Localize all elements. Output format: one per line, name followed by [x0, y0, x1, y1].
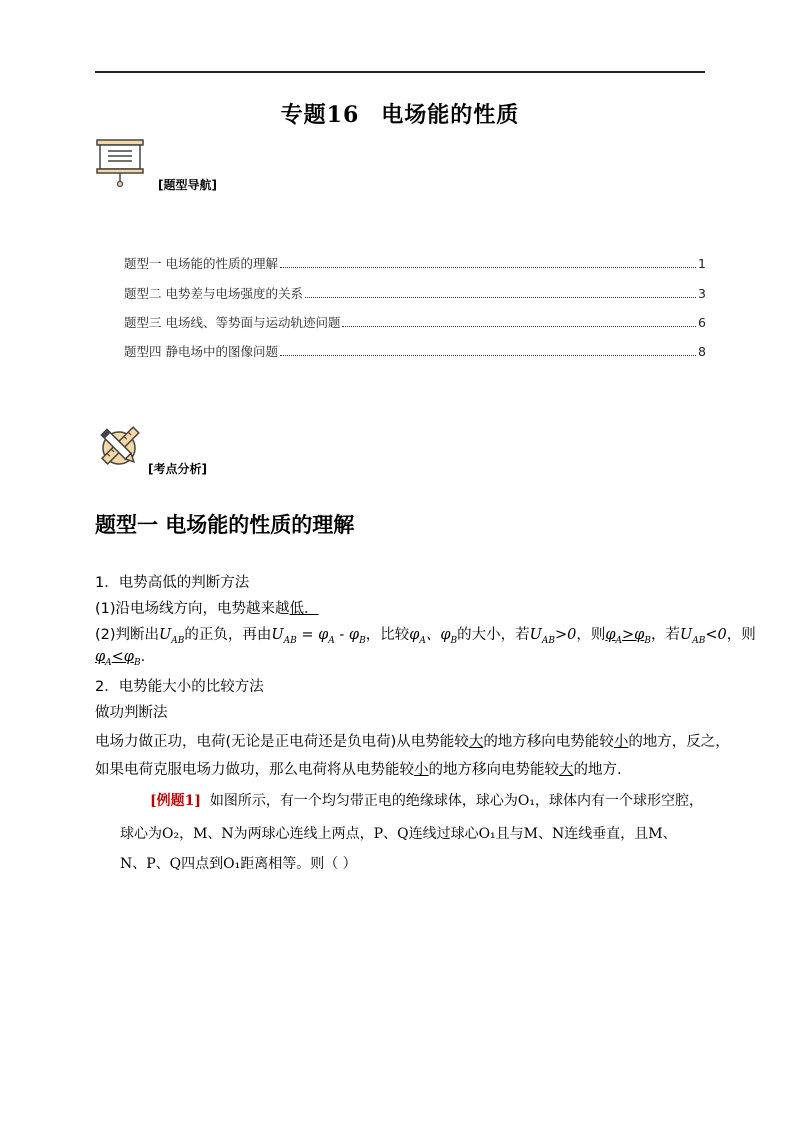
pencil-ruler-crossed-icon	[95, 424, 143, 470]
toc-title: 题型三 电场线、等势面与运动轨迹问题	[124, 315, 341, 330]
example-line-3: N、P、Q四点到O₁距离相等。则（ ）	[120, 856, 357, 872]
example-line-1: [例题1] 如图所示，有一个均匀带正电的绝缘球体，球心为O₁，球体内有一个球形空腔，	[150, 793, 703, 809]
toc-title: 题型二 电势差与电场强度的关系	[124, 286, 303, 301]
section-heading: 题型一 电场能的性质的理解	[95, 513, 355, 537]
presentation-board-icon	[95, 138, 145, 188]
toc-page: 8	[698, 344, 706, 359]
toc-leader	[280, 355, 696, 356]
example-line-2: 球心为O₂，M、N为两球心连线上两点，P、Q连线过球心O₁且与M、N连线垂直，且M、	[120, 826, 677, 842]
toc-page: 6	[698, 315, 706, 330]
paragraph-work-2: 如果电荷克服电场力做功，那么电荷将从电势能较小的地方移向电势能较大的地方．	[95, 762, 632, 778]
paragraph-rule-2-cont: $\varphi_A<\varphi_B$.	[95, 649, 146, 668]
paragraph-energy-title: 2．电势能大小的比较方法	[95, 679, 264, 695]
toc-leader	[305, 297, 696, 298]
analysis-section-label: [考点分析]	[148, 462, 207, 476]
nav-section-label: [题型导航]	[158, 178, 217, 192]
toc-title: 题型一 电场能的性质的理解	[124, 256, 278, 271]
toc-page: 3	[698, 286, 706, 301]
paragraph-work-method: 做功判断法	[95, 705, 168, 721]
toc-leader	[280, 267, 696, 268]
paragraph-rule-1: (1)沿电场线方向，电势越来越低．	[95, 601, 319, 617]
title-number: 专题16	[280, 102, 360, 128]
toc-row[interactable]	[124, 342, 706, 360]
paragraph-method-title: 1．电势高低的判断方法	[95, 575, 250, 591]
toc-title: 题型四 静电场中的图像问题	[124, 344, 278, 359]
toc-leader	[342, 326, 696, 327]
paragraph-work-1: 电场力做正功，电荷(无论是正电荷还是负电荷)从电势能较大的地方移向电势能较小的地方，反之，	[95, 734, 730, 750]
paragraph-rule-2: (2)判断出$U_{AB}$的正负，再由$U_{AB} = \varphi_A - \varphi_B$，比较$\varphi_A$、$\varphi_B$的大小，若$U_{AB}>0$，则$\varphi_A>\varphi_B$，若$U_{AB}<0$，则	[95, 627, 756, 646]
example-tag: [例题1]	[150, 793, 201, 809]
title-text: 电场能的性质	[381, 102, 520, 128]
toc-row[interactable]	[124, 284, 706, 302]
page-title	[0, 98, 800, 129]
toc-row[interactable]	[124, 313, 706, 331]
toc-page: 1	[698, 256, 706, 271]
toc-row[interactable]	[124, 254, 706, 272]
header-rule	[95, 71, 705, 73]
